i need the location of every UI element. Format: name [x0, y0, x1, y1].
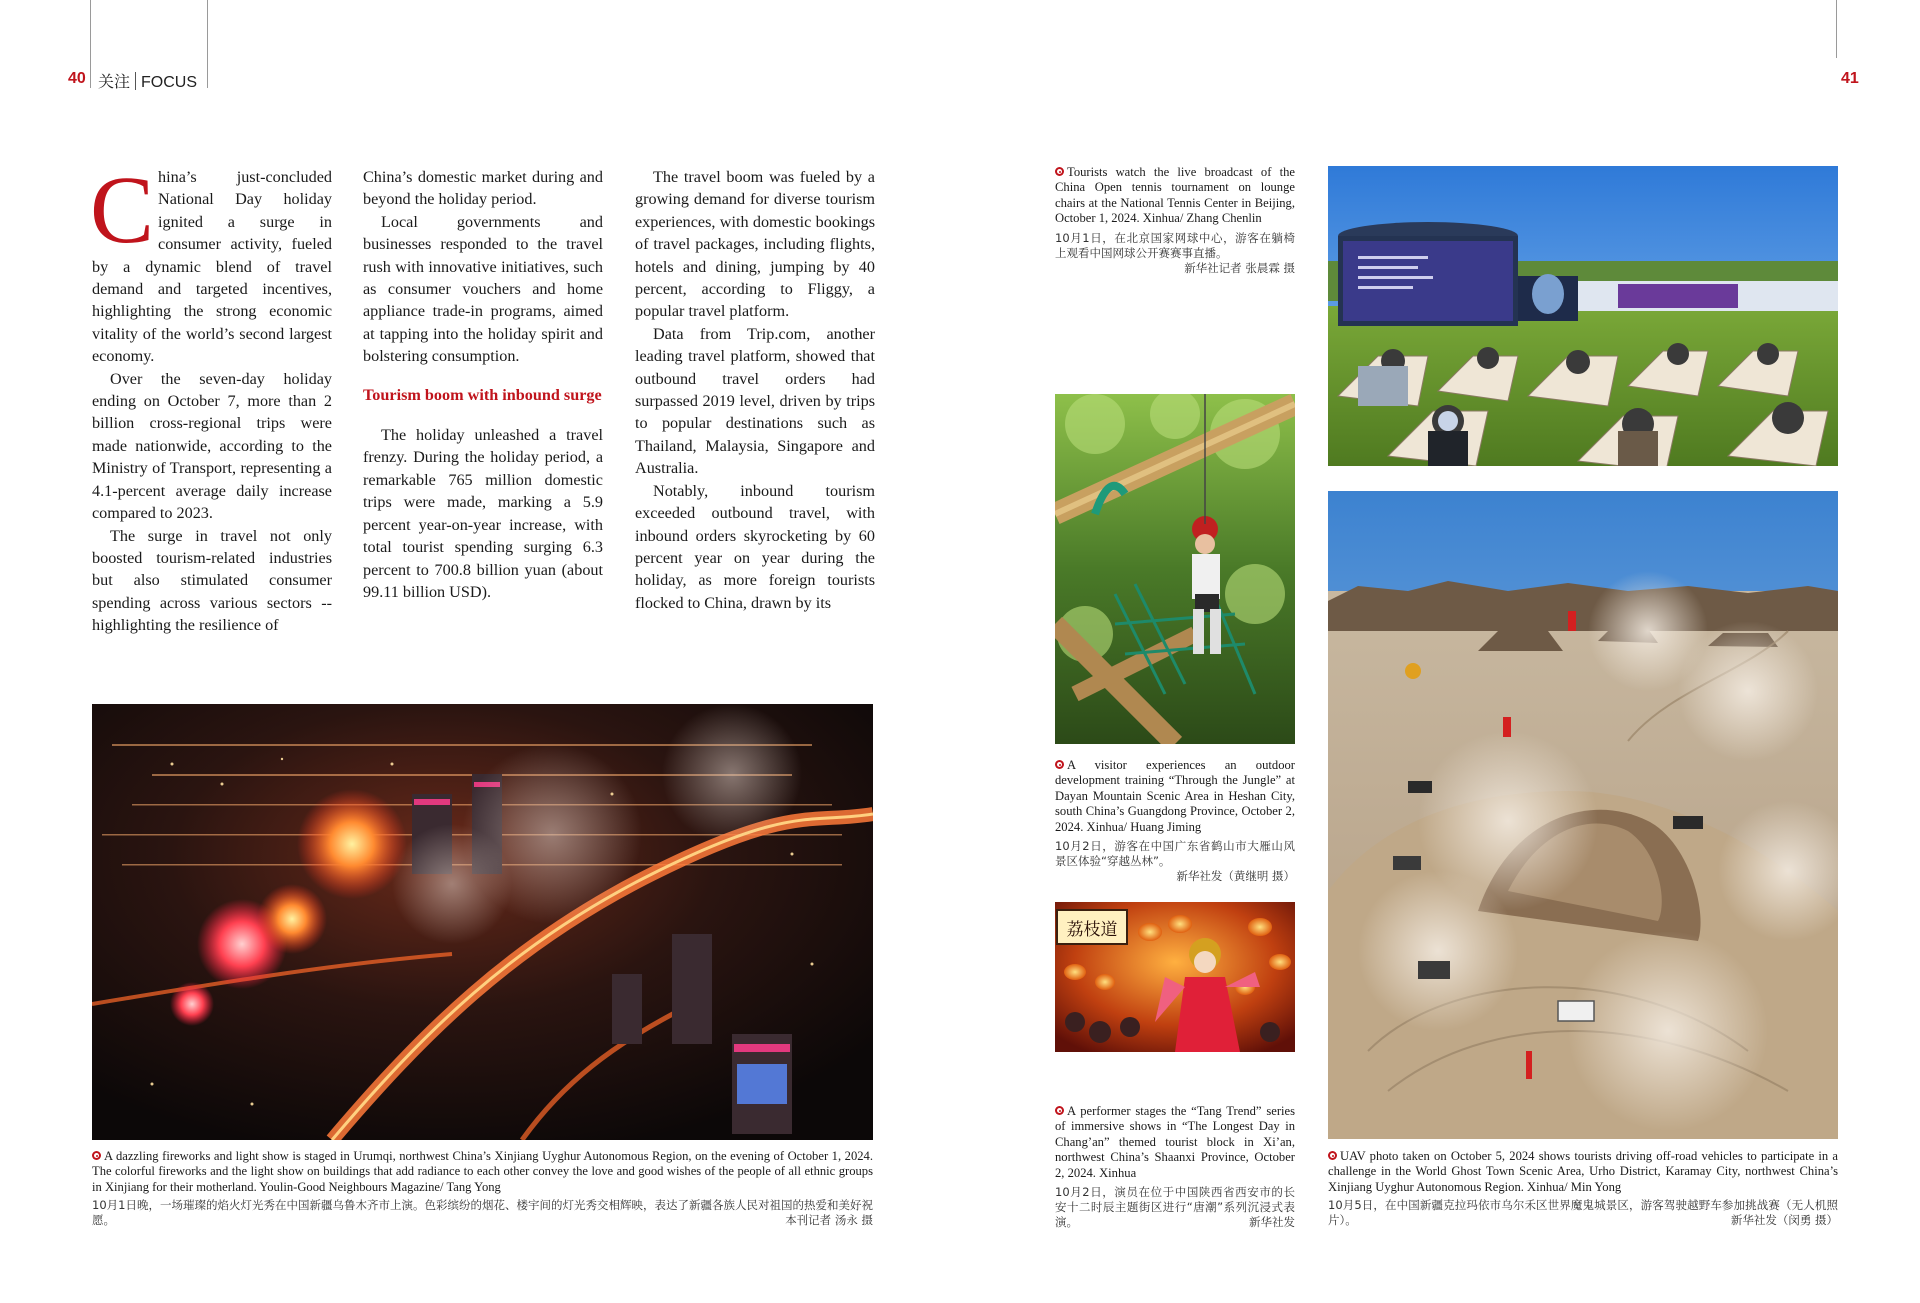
- article-column-1: [90, 156, 332, 637]
- article-paragraph: Over the seven-day holiday ending on October 7, more than 2 billion cross-regional trips were made nationwide, according to the Ministry of Transport, representing a 4.1-percent average daily increase compared to 2023.: [92, 369, 332, 523]
- caption-offroad-en: UAV photo taken on October 5, 2024 shows tourists driving off-road vehicles to participate in a challenge in the World Ghost Town Scenic Area, Urho District, Karamay City, northwest China’s Xinjiang Uyghur Autonomous Region. Xinhua/ Min Yong: [1328, 1149, 1838, 1194]
- caption-offroad-zh: 10月5日，在中国新疆克拉玛依市乌尔禾区世界魔鬼城景区，游客驾驶越野车参加挑战赛（无人机照片）。: [1328, 1198, 1838, 1228]
- caption-fireworks-credit: 本刊记者 汤永 摄: [785, 1213, 873, 1228]
- caption-jungle-credit: 新华社发（黄继明 摄）: [1176, 869, 1295, 884]
- tang-sign-text: 荔枝道: [1066, 920, 1118, 940]
- photo-tennis-broadcast: [1328, 166, 1838, 466]
- caption-tennis-zh: 10月1日，在北京国家网球中心，游客在躺椅上观看中国网球公开赛赛事直播。: [1055, 230, 1295, 260]
- caption-tennis: [1055, 165, 1295, 276]
- caption-fireworks: [92, 1149, 873, 1228]
- article-paragraph: Local governments and businesses responded to the travel rush with innovative initiatives, such as consumer vouchers and home appliance trade-in programs, aimed at tapping into the holiday spirit and bolstering consumption.: [363, 212, 603, 366]
- article-paragraph: Notably, inbound tourism exceeded outbound travel, with inbound orders skyrocketing by 60 percent year on year during the holiday, as more foreign tourists flocked to China, drawn by its: [635, 481, 875, 612]
- caption-fireworks-en: A dazzling fireworks and light show is staged in Urumqi, northwest China’s Xinjiang Uyghur Autonomous Region, on the evening of October 1, 2024. The colorful fireworks and the light show on buildings that add radiance to each other convey the love and good wishes of the people of all ethnic groups in Xinjiang for their motherland. Youlin-Good Neighbours Magazine/ Tang Yong: [92, 1149, 873, 1194]
- caption-fireworks-zh: 10月1日晚，一场璀璨的焰火灯光秀在中国新疆乌鲁木齐市上演。色彩缤纷的烟花、楼宇间的灯光秀交相辉映，表达了新疆各族人民对祖国的热爱和美好祝愿。: [92, 1198, 873, 1228]
- article-paragraph: The travel boom was fueled by a growing demand for diverse tourism experiences, with domestic bookings of travel packages, including flights, hotels and dining, jumping by 40 percent, according to Fliggy, a popular travel platform.: [635, 168, 875, 321]
- article-paragraph: China’s just-concluded National Day holiday ignited a surge in consumer activity, fueled by a dynamic blend of travel demand and targeted incentives, highlighting the strong economic vitality of the world’s second largest economy.: [90, 156, 332, 366]
- caption-offroad-credit: 新华社发（闵勇 摄）: [1730, 1213, 1838, 1228]
- article-paragraph: The surge in travel not only boosted tourism-related industries but also stimulated consumer spending across various sectors -- highlighting the resilience of: [92, 526, 332, 635]
- article-paragraph: China’s domestic market during and beyond the holiday period.: [363, 168, 603, 209]
- section-label: [98, 69, 197, 92]
- article-subhead: Tourism boom with inbound surge: [363, 385, 602, 404]
- caption-offroad: [1328, 1149, 1838, 1228]
- right-page-number: 41: [1841, 70, 1859, 87]
- article-column-3: [635, 166, 875, 614]
- caption-tang: [1055, 1104, 1295, 1230]
- article-paragraph: Data from Trip.com, another leading travel platform, showed that outbound travel orders had surpassed 2019 level, driven by trips to popular destinations such as Thailand, Malaysia, Singapore and Australia.: [635, 324, 875, 478]
- right-header-rule: [1836, 0, 1837, 58]
- section-label-zh: 关注: [98, 72, 131, 91]
- caption-tang-credit: 新华社发: [1249, 1215, 1295, 1230]
- camera-icon: [1055, 760, 1064, 769]
- camera-icon: [92, 1151, 101, 1160]
- photo-tang-performer: [1055, 902, 1295, 1052]
- camera-icon: [1055, 167, 1064, 176]
- left-page-number: 40: [68, 70, 86, 87]
- caption-tennis-en: Tourists watch the live broadcast of the China Open tennis tournament on lounge chairs at the National Tennis Center in Beijing, October 1, 2024. Xinhua/ Zhang Chenlin: [1055, 165, 1295, 226]
- left-header-rule: [207, 0, 208, 88]
- camera-icon: [1055, 1106, 1064, 1115]
- photo-urumqi-fireworks: [92, 704, 873, 1140]
- caption-jungle-zh: 10月2日，游客在中国广东省鹤山市大雁山风景区体验“穿越丛林”。: [1055, 839, 1295, 869]
- section-label-en: FOCUS: [141, 74, 198, 91]
- caption-tang-zh: 10月2日，演员在位于中国陕西省西安市的长安十二时辰主题街区进行“唐潮”系列沉浸式表演。: [1055, 1185, 1295, 1230]
- caption-tang-en: A performer stages the “Tang Trend” series of immersive shows in “The Longest Day in Chang’an” themed tourist block in Xi’an, northwest China’s Shaanxi Province, October 2, 2024. Xinhua: [1055, 1104, 1295, 1180]
- article-paragraph: The holiday unleashed a travel frenzy. During the holiday period, a remarkable 765 million domestic trips were made, marking a 5.9 percent year-on-year increase, with total tourist spending surging 6.3 percent to 700.8 billion yuan (about 99.11 billion USD).: [363, 426, 603, 601]
- caption-jungle-en: A visitor experiences an outdoor development training “Through the Jungle” at Dayan Mountain Scenic Area in Heshan City, south China’s Guangdong Province, October 2, 2024. Xinhua/ Huang Jiming: [1055, 758, 1295, 834]
- drop-cap: C: [90, 156, 155, 263]
- caption-jungle: [1055, 758, 1295, 884]
- left-binding-rule: [90, 0, 91, 88]
- photo-jungle-training: [1055, 394, 1295, 744]
- camera-icon: [1328, 1151, 1337, 1160]
- article-column-2: [363, 166, 603, 603]
- photo-offroad-ghost-town: [1328, 491, 1838, 1139]
- caption-tennis-credit: 新华社记者 张晨霖 摄: [1184, 260, 1295, 275]
- section-divider: [135, 72, 136, 90]
